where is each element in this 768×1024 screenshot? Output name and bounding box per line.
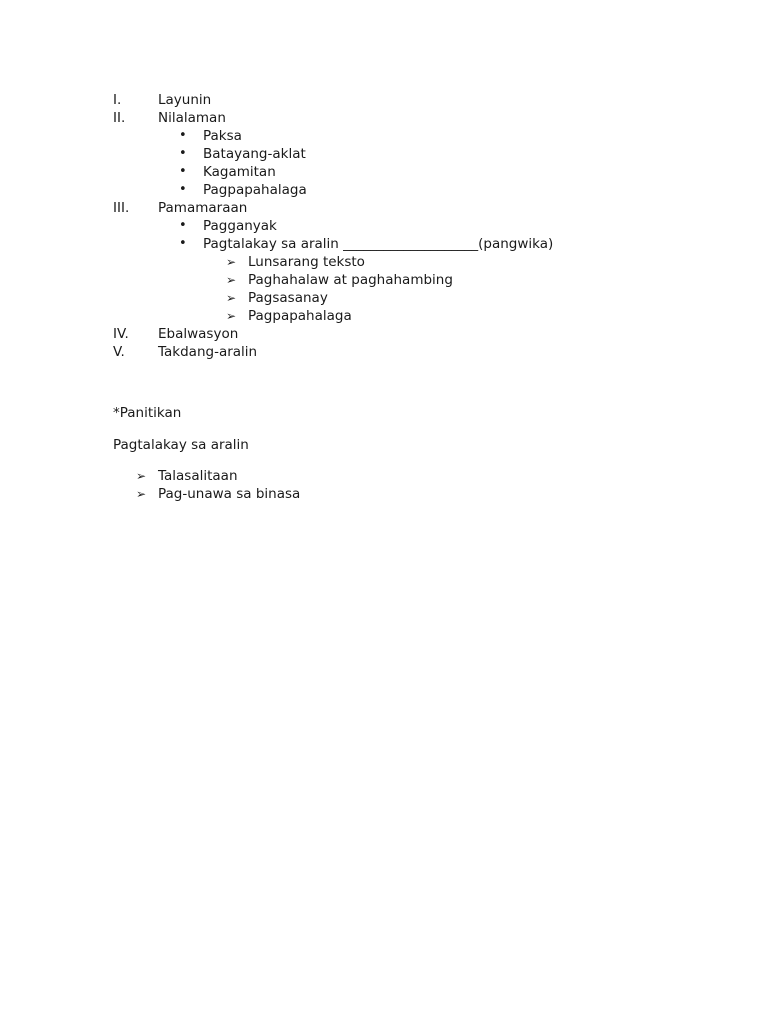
sub-list-item (113, 271, 733, 289)
list-item (113, 145, 733, 163)
outline-label: Layunin (158, 92, 212, 108)
bullet-icon: • (179, 182, 187, 197)
list-item-label: Pagganyak (203, 218, 277, 234)
outline-item-3 (113, 199, 733, 217)
list-item (113, 127, 733, 145)
outline-label: Nilalaman (158, 110, 226, 126)
arrow-bullet-icon: ➢ (226, 273, 237, 287)
sub-list-item (113, 289, 733, 307)
bullet-icon: • (179, 146, 187, 161)
outline-item-1 (113, 91, 733, 109)
list-item-label: Paksa (203, 128, 242, 144)
bullet-icon: • (179, 236, 187, 251)
list-item (113, 163, 733, 181)
outline-label: Takdang-aralin (158, 344, 258, 360)
list-item (113, 217, 733, 235)
outline-numeral: II. (113, 110, 126, 126)
list-item (113, 235, 733, 253)
bullet-icon: • (179, 164, 187, 179)
outline-label: Pamamaraan (158, 200, 248, 216)
list-item-label: Pagpapahalaga (203, 182, 307, 198)
list-item-label: Pag-unawa sa binasa (158, 486, 301, 502)
list-item (113, 181, 733, 199)
arrow-bullet-icon: ➢ (226, 291, 237, 305)
list-item (113, 485, 713, 503)
list-item-label: Batayang-aklat (203, 146, 306, 162)
arrow-bullet-icon: ➢ (226, 309, 237, 323)
bullet-icon: • (179, 128, 187, 143)
list-item (113, 467, 713, 485)
bullet-icon: • (179, 218, 187, 233)
sub-list-item (113, 253, 733, 271)
lesson-outline (113, 91, 733, 361)
sub-list-item-label: Pagsasanay (248, 290, 328, 306)
arrow-bullet-icon: ➢ (136, 487, 147, 501)
outline-item-4 (113, 325, 733, 343)
sub-list-item-label: Paghahalaw at paghahambing (248, 272, 453, 288)
panitikan-heading: *Panitikan (113, 405, 182, 421)
outline-numeral: III. (113, 200, 130, 216)
sub-list-item-label: Lunsarang teksto (248, 254, 365, 270)
outline-numeral: I. (113, 92, 122, 108)
sub-list-item (113, 307, 733, 325)
pagtalakay-list (113, 467, 713, 503)
outline-item-2 (113, 109, 733, 127)
outline-numeral: IV. (113, 326, 129, 342)
arrow-bullet-icon: ➢ (226, 255, 237, 269)
list-item-label: Kagamitan (203, 164, 276, 180)
sub-list-item-label: Pagpapahalaga (248, 308, 352, 324)
pagtalakay-heading: Pagtalakay sa aralin (113, 437, 249, 453)
list-item-label: Talasalitaan (158, 468, 238, 484)
outline-item-5 (113, 343, 733, 361)
arrow-bullet-icon: ➢ (136, 469, 147, 483)
list-item-label: Pagtalakay sa aralin ____________________(pangwika) (203, 236, 554, 252)
outline-label: Ebalwasyon (158, 326, 239, 342)
outline-numeral: V. (113, 344, 125, 360)
